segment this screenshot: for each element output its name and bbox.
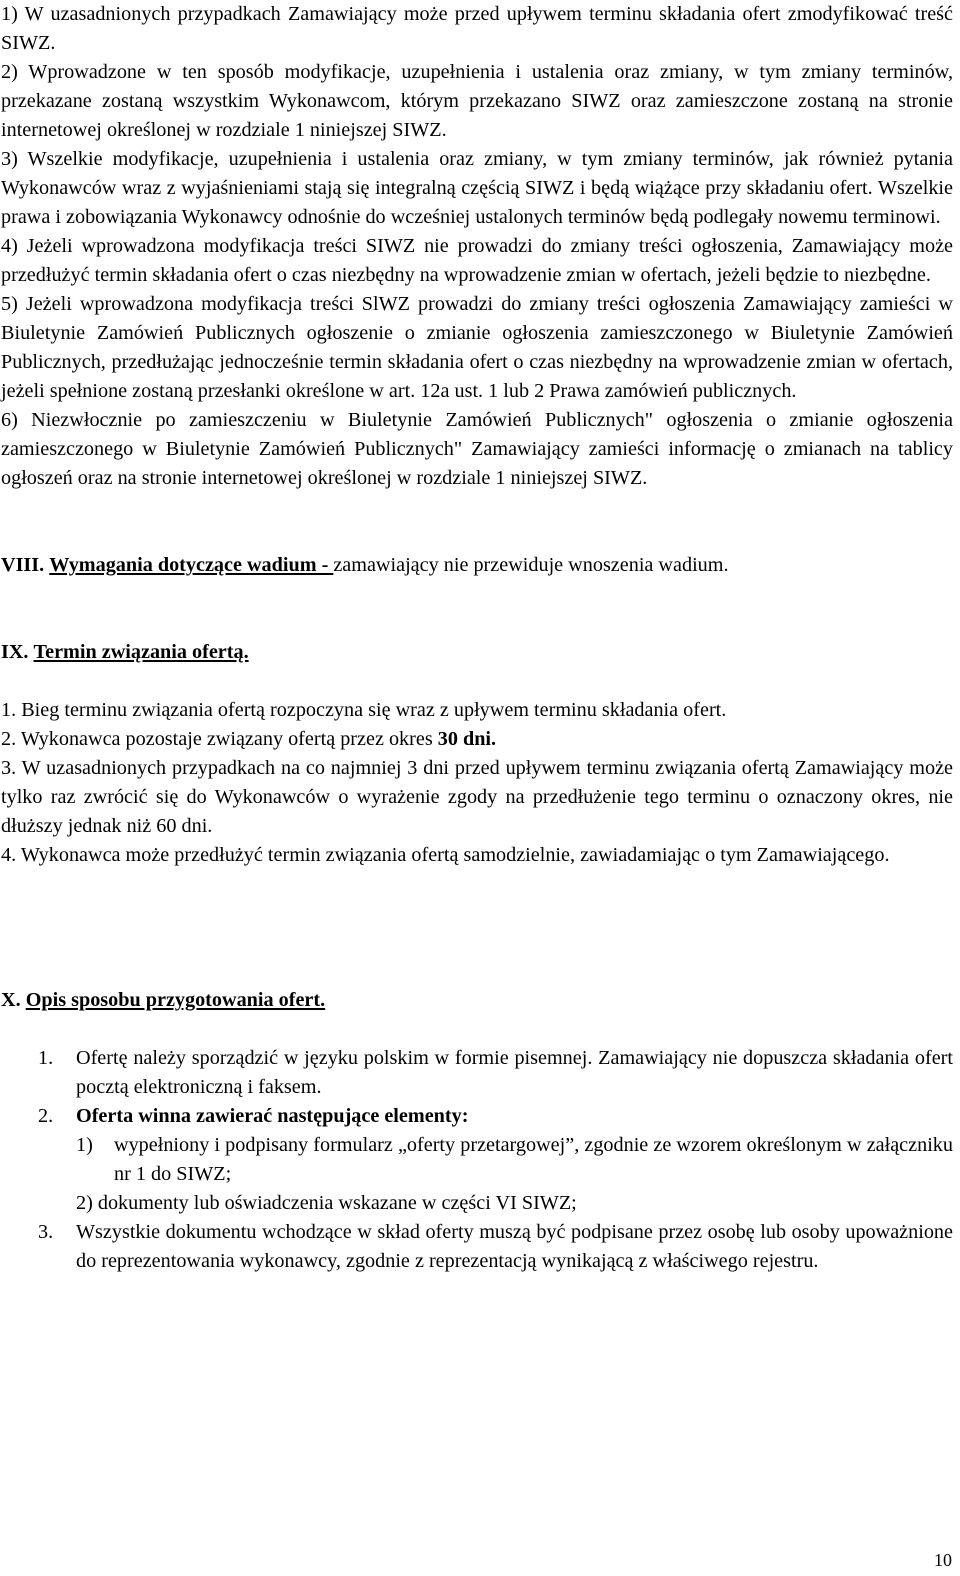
list-marker: 3. — [38, 1221, 54, 1243]
paragraph: 3) Wszelkie modyfikacje, uzupełnienia i ustalenia oraz zmiany, w tym zmiany terminów, jak również pytania Wykonawców wraz z wyjaśnieniami stają się integralną częścią SIWZ i będą wiążące przy składaniu ofert. Wszelkie prawa i zobowiązania Wykonawcy odnośnie do wcześniej ustalonych terminów będą podlegały nowemu terminowi. — [1, 148, 953, 228]
list-item-text: Wszystkie dokumentu wchodzące w skład oferty muszą być podpisane przez osobę lub osoby upoważnione do reprezentowania wykonawcy, zgodnie z reprezentacją wynikającą z właściwego rejestru. — [76, 1221, 953, 1272]
section-title: Opis sposobu przygotowania ofert. — [25, 989, 326, 1011]
list-item: 4. Wykonawca może przedłużyć termin związania ofertą samodzielnie, zawiadamiając o tym Zamawiającego. — [1, 844, 890, 866]
section-x-heading — [1, 986, 953, 1015]
list-item — [1, 1218, 953, 1276]
section-title: Wymagania dotyczące wadium - — [49, 554, 334, 576]
section-x-list — [1, 1044, 953, 1276]
list-item — [1, 1102, 953, 1218]
list-item-text: Ofertę należy sporządzić w języku polskim w formie pisemnej. Zamawiający nie dopuszcza składania ofert pocztą elektroniczną i faksem. — [76, 1047, 953, 1098]
paragraph: 5) Jeżeli wprowadzona modyfikacja treści SlWZ prowadzi do zmiany treści ogłoszenia Zamawiający zamieści w Biuletynie Zamówień Publicznych ogłoszenie o zmianie ogłoszenia zamieszczonego w Biuletynie Zamówień Publicznych, przedłużając jednocześnie termin składania ofert o czas niezbędny na wprowadzenie zmian w ofertach, jeżeli spełnione zostaną przesłanki określone w art. 12a ust. 1 lub 2 Prawa zamówień publicznych. — [1, 293, 953, 402]
list-item — [1, 1044, 953, 1102]
paragraph: 1) W uzasadnionych przypadkach Zamawiający może przed upływem terminu składania ofert zmodyfikować treść SIWZ. — [1, 3, 953, 54]
list-marker: 1) — [76, 1134, 93, 1156]
paragraph: 6) Niezwłocznie po zamieszczeniu w Biuletynie Zamówień Publicznych" ogłoszenia o zmianie ogłoszenia zamieszczonego w Biuletynie Zamówień Publicznych" Zamawiający zamieści informację o zmianach na tablicy ogłoszeń oraz na stronie internetowej określonej w rozdziale 1 niniejszej SIWZ. — [1, 409, 953, 489]
section-viii-heading — [1, 551, 953, 580]
sub-list-item-text: 2) dokumenty lub oświadczenia wskazane w części VI SIWZ; — [76, 1192, 577, 1214]
sub-list — [76, 1131, 953, 1218]
section-ix-heading — [1, 638, 953, 667]
sub-list-item — [76, 1189, 953, 1218]
spacer — [1, 580, 953, 638]
spacer — [1, 667, 953, 696]
spacer — [1, 493, 953, 551]
section-number: IX. — [1, 641, 29, 663]
section-text: zamawiający nie przewiduje wnoszenia wadium. — [333, 554, 729, 576]
list-item: 2. Wykonawca pozostaje związany ofertą przez okres 30 dni. — [1, 728, 497, 750]
section-title: Termin związania ofertą. — [33, 641, 249, 663]
paragraph: 2) Wprowadzone w ten sposób modyfikacje, uzupełnienia i ustalenia oraz zmiany, w tym zmiany terminów, przekazane zostaną wszystkim Wykonawcom, którym przekazano SIWZ oraz zamieszczone zostaną na stronie internetowej określonej w rozdziale 1 niniejszej SIWZ. — [1, 61, 953, 141]
bold-value: 30 dni — [437, 728, 492, 750]
list-marker: 1. — [38, 1047, 54, 1069]
spacer — [1, 1015, 953, 1044]
section-number: X. — [1, 989, 21, 1011]
spacer — [1, 870, 953, 986]
list-item: 1. Bieg terminu związania ofertą rozpoczyna się wraz z upływem terminu składania ofert. — [1, 699, 727, 721]
list-marker: 2. — [38, 1105, 54, 1127]
list-item-text: Oferta winna zawierać następujące elementy: — [76, 1105, 469, 1127]
page-number: 10 — [934, 1550, 952, 1570]
paragraphs-top — [1, 0, 953, 493]
section-number: VIII. — [1, 554, 45, 576]
sub-list-item — [76, 1131, 953, 1189]
list-item: 3. W uzasadnionych przypadkach na co najmniej 3 dni przed upływem terminu związania ofertą Zamawiający może tylko raz zwrócić się do Wykonawców o wyrażenie zgody na przedłużenie tego terminu o oznaczony okres, nie dłuższy jednak niż 60 dni. — [1, 757, 953, 837]
sub-list-item-text: wypełniony i podpisany formularz „oferty przetargowej”, zgodnie ze wzorem określonym w załączniku nr 1 do SIWZ; — [114, 1134, 953, 1185]
paragraph: 4) Jeżeli wprowadzona modyfikacja treści SIWZ nie prowadzi do zmiany treści ogłoszenia, Zamawiający może przedłużyć termin składania ofert o czas niezbędny na wprowadzenie zmian w ofertach, jeżeli będzie to niezbędne. — [1, 235, 953, 286]
section-ix-items — [1, 696, 953, 870]
